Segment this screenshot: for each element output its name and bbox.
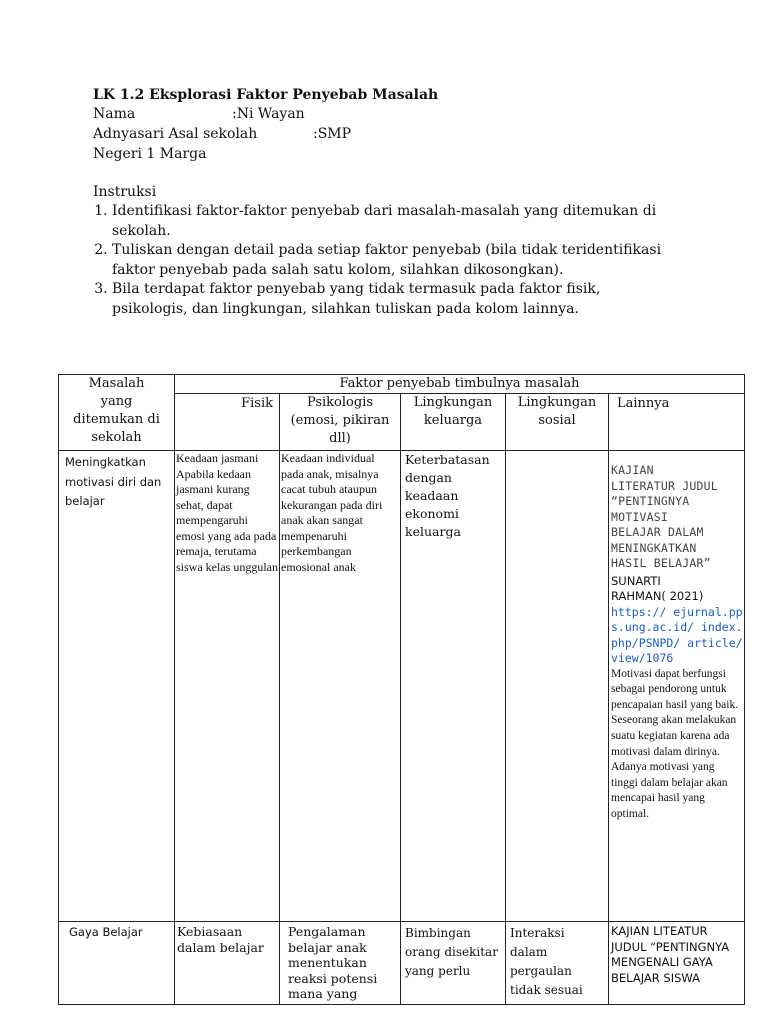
school-value-cont: Negeri 1 Marga — [93, 146, 207, 162]
header-masalah: Masalah yang ditemukan di sekolah — [59, 375, 175, 451]
instruction-item-1: 1. Identifikasi faktor-faktor penyebab dari masalah-masalah yang ditemukan di sekolah. — [112, 202, 672, 241]
factor-table — [58, 374, 745, 1005]
worksheet-title: LK 1.2 Eksplorasi Faktor Penyebab Masalah — [93, 87, 439, 103]
row2-lainnya: KAJIAN LITEATUR JUDUL “PENTINGNYA MENGENALI GAYA BELAJAR SISWA — [609, 922, 745, 1005]
school-label: Adnyasari Asal sekolah — [93, 126, 258, 142]
name-label: Nama — [93, 106, 136, 122]
school-value: :SMP — [313, 126, 352, 142]
instruction-item-2: 2. Tuliskan dengan detail pada setiap faktor penyebab (bila tidak teridentifikasi faktor penyebab pada salah satu kolom, silahkan dikosongkan). — [112, 241, 672, 280]
table-row — [59, 451, 745, 922]
instructions-label: Instruksi — [93, 184, 157, 200]
name-value: :Ni Wayan — [232, 106, 305, 122]
header-lainnya: Lainnya — [609, 394, 745, 451]
row2-fisik: Kebiasaan dalam belajar — [175, 922, 280, 1005]
header-faktor-group: Faktor penyebab timbulnya masalah — [175, 375, 745, 394]
header-keluarga: Lingkungan keluarga — [401, 394, 506, 451]
row1-lainnya-link[interactable]: https:// ejurnal.pps.ung.ac.id/ index.php/PSNPD/ article/view/1076 — [611, 604, 743, 666]
row1-masalah: Meningkatkan motivasi diri dan belajar — [59, 451, 175, 922]
row1-keluarga: Keterbatasan dengan keadaan ekonomi keluarga — [401, 451, 506, 922]
row1-lainnya-author: SUNARTI RAHMAN( 2021) — [611, 573, 704, 604]
row1-lainnya-text: Motivasi dapat berfungsi sebagai pendorong untuk pencapaian hasil yang baik. Seseorang akan melakukan suatu kegiatan karena ada motivasi dalam dirinya. Adanya motivasi yang tinggi dalam belajar akan mencapai hasil yang optimal. — [611, 667, 739, 821]
row1-lainnya-kajian: KAJIAN LITERATUR JUDUL “PENTINGNYA MOTIVASI BELAJAR DALAM MENINGKATKAN HASIL BELAJAR” — [611, 463, 718, 570]
instructions-list — [93, 202, 672, 319]
table-row — [59, 922, 745, 1005]
row1-sosial — [506, 451, 609, 922]
row1-psikologis: Keadaan individual pada anak, misalnya cacat tubuh ataupun kekurangan pada diri anak akan sangat mempenaruhi perkembangan emosional anak — [280, 451, 401, 922]
header-psikologis: Psikologis (emosi, pikiran dll) — [280, 394, 401, 451]
row2-sosial: Interaksi dalam pergaulan tidak sesuai — [506, 922, 609, 1005]
row1-lainnya — [609, 451, 745, 922]
row2-keluarga: Bimbingan orang disekitar yang perlu — [401, 922, 506, 1005]
row1-fisik: Keadaan jasmani Apabila kedaan jasmani kurang sehat, dapat mempengaruhi emosi yang ada pada remaja, terutama siswa kelas unggulan — [175, 451, 280, 922]
header-sosial: Lingkungan sosial — [506, 394, 609, 451]
row2-masalah: Gaya Belajar — [59, 922, 175, 1005]
row2-psikologis: Pengalaman belajar anak menentukan reaksi potensi mana yang — [280, 922, 401, 1005]
instruction-item-3: 3. Bila terdapat faktor penyebab yang tidak termasuk pada faktor fisik, psikologis, dan lingkungan, silahkan tuliskan pada kolom lainnya. — [112, 280, 672, 319]
header-fisik: Fisik — [175, 394, 280, 451]
